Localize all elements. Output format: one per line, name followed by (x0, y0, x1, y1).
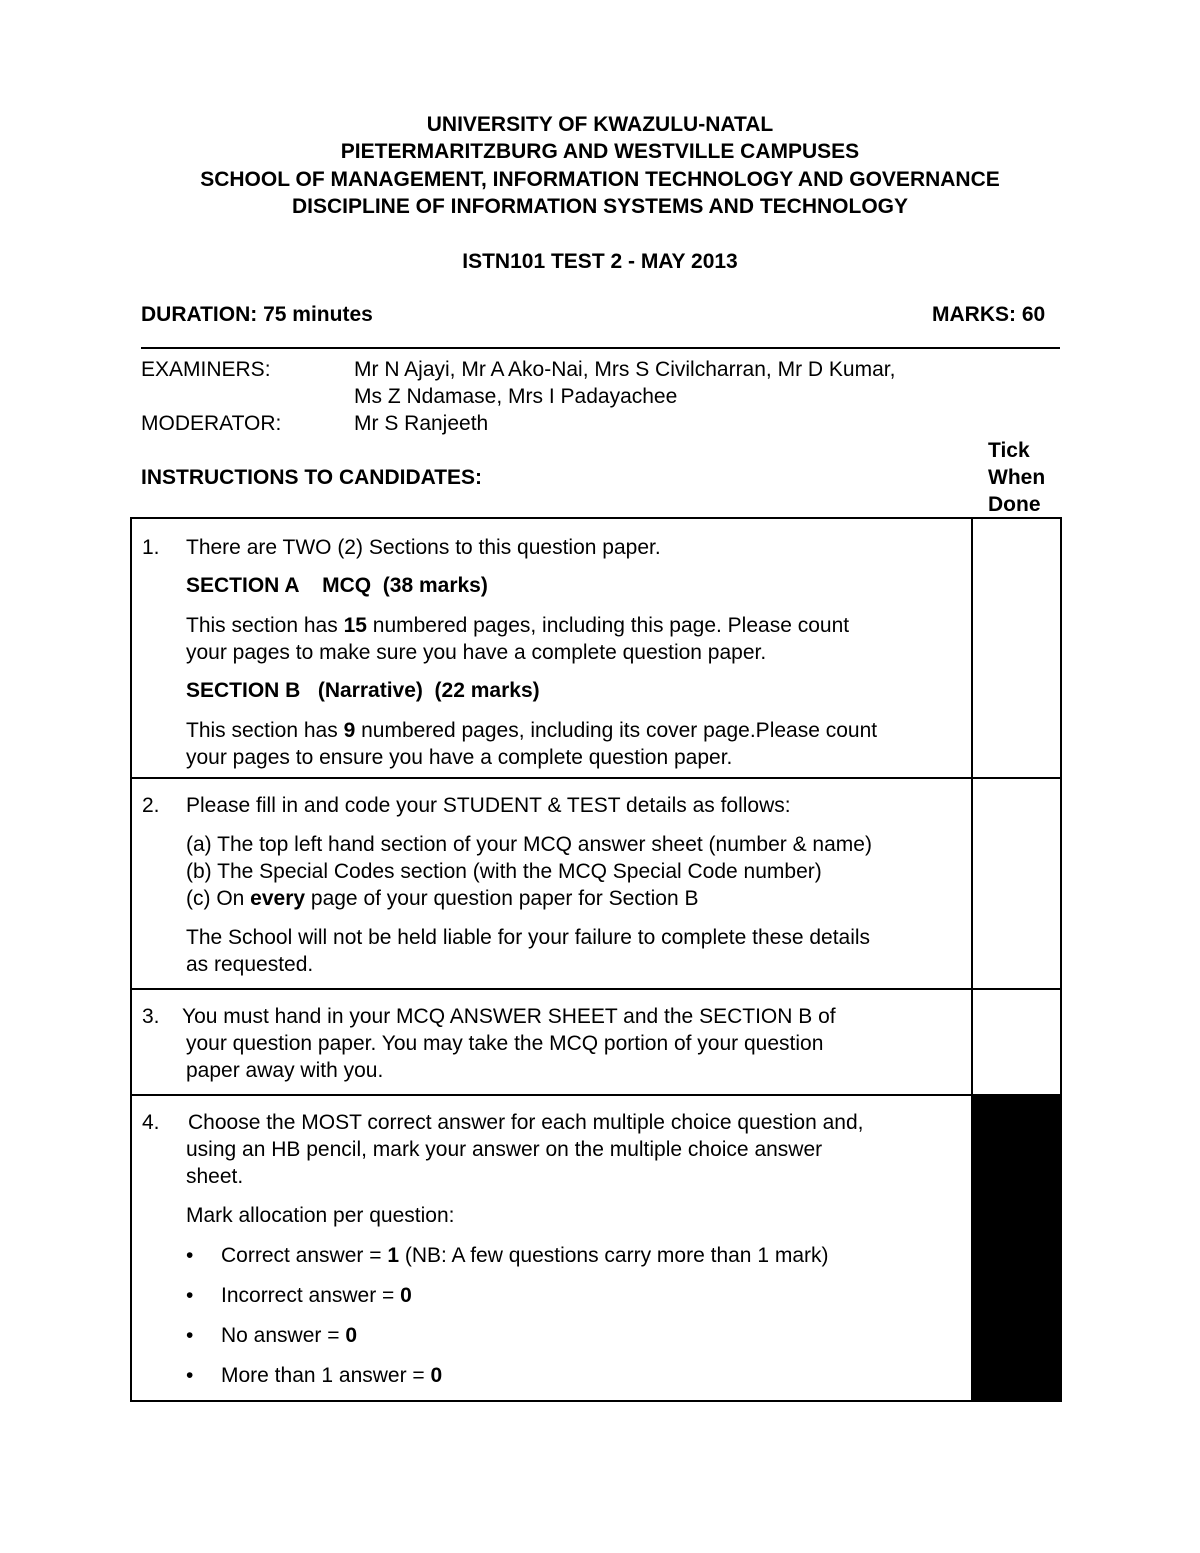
allocation-bullet-no-answer (186, 1322, 963, 1349)
bullet-value: 0 (430, 1364, 443, 1387)
section-b-heading: SECTION B (Narrative) (22 marks) (186, 679, 540, 702)
section-b-page-count: 9 (343, 719, 356, 742)
duration-label: DURATION: (141, 303, 258, 326)
marks-value: 60 (1021, 303, 1046, 326)
instruction-2-item-b: (b) The Special Codes section (with the MCQ Special Code number) (186, 860, 822, 883)
section-b-description (186, 717, 963, 744)
university-name: UNIVERSITY OF KWAZULU-NATAL (426, 113, 774, 136)
duration-value: 75 minutes (263, 303, 373, 326)
instruction-text-cell (131, 518, 972, 778)
bullet-text: No answer = (221, 1324, 346, 1347)
instruction-2-item-a: (a) The top left hand section of your MCQ answer sheet (number & name) (186, 833, 872, 856)
instruction-3-line-1: You must hand in your MCQ ANSWER SHEET and the SECTION B of (182, 1005, 836, 1028)
tick-header-line-1: Tick (988, 439, 1030, 462)
item-c-text: (c) On (186, 887, 251, 910)
section-b-text-cont: numbered pages, including its cover page.Please count (355, 719, 878, 742)
campuses-line: PIETERMARITZBURG AND WESTVILLE CAMPUSES (340, 140, 860, 163)
instruction-2-note-line-2: as requested. (186, 953, 314, 976)
instructions-table (130, 517, 1062, 1402)
tick-box-3[interactable] (972, 989, 1061, 1095)
instruction-row-3 (131, 989, 1061, 1095)
tick-header-line-2: When (988, 466, 1046, 489)
bullet-icon: • (186, 1324, 194, 1347)
section-b-text: This section has (186, 719, 344, 742)
tick-box-1[interactable] (972, 518, 1061, 778)
bullet-value: 1 (387, 1244, 399, 1267)
instruction-number: 2. (142, 794, 160, 817)
instruction-4-line-1: Choose the MOST correct answer for each multiple choice question and, (188, 1111, 864, 1134)
allocation-bullet-multiple (186, 1362, 963, 1389)
header-divider (141, 347, 1060, 349)
section-a-heading: SECTION A MCQ (38 marks) (186, 574, 488, 597)
moderator-label: MODERATOR: (141, 412, 282, 435)
instruction-row-2 (131, 778, 1061, 989)
instruction-2-note-line-1: The School will not be held liable for your failure to complete these details (186, 926, 871, 949)
examiners-line-2: Ms Z Ndamase, Mrs I Padayachee (354, 385, 678, 408)
instruction-row-4 (131, 1095, 1061, 1401)
examiners-label: EXAMINERS: (141, 358, 271, 381)
moderator-value: Mr S Ranjeeth (354, 412, 489, 435)
section-a-text-cont: numbered pages, including this page. Please count (366, 614, 850, 637)
tick-when-done-header (988, 437, 1058, 518)
instruction-text-cell (131, 1095, 972, 1401)
instruction-number: 1. (142, 536, 160, 559)
bullet-text: More than 1 answer = (221, 1364, 431, 1387)
bullet-value: 0 (400, 1284, 412, 1307)
tick-box-4-blacked-out (972, 1095, 1061, 1401)
bullet-text: Incorrect answer = (221, 1284, 401, 1307)
bullet-value: 0 (345, 1324, 357, 1347)
tick-box-2[interactable] (972, 778, 1061, 989)
section-a-description-line-2: your pages to make sure you have a complete question paper. (186, 641, 767, 664)
tick-header-line-3: Done (988, 493, 1041, 516)
instruction-4-line-3: sheet. (186, 1165, 244, 1188)
section-b-description-line-2: your pages to ensure you have a complete question paper. (186, 746, 733, 769)
bullet-icon: • (186, 1364, 194, 1387)
bullet-icon: • (186, 1244, 194, 1267)
duration (141, 301, 373, 328)
allocation-bullet-incorrect (186, 1282, 963, 1309)
instruction-1-intro: There are TWO (2) Sections to this question paper. (186, 536, 661, 559)
allocation-bullet-correct (186, 1242, 963, 1269)
mark-allocation-heading: Mark allocation per question: (186, 1204, 455, 1227)
item-c-emphasis: every (250, 887, 306, 910)
instruction-number: 4. (142, 1111, 160, 1134)
instruction-4-line-2: using an HB pencil, mark your answer on the multiple choice answer (186, 1138, 823, 1161)
instruction-2-item-c (186, 885, 963, 912)
bullet-note: (NB: A few questions carry more than 1 mark) (399, 1244, 829, 1267)
item-c-text-cont: page of your question paper for Section B (305, 887, 699, 910)
section-a-page-count: 15 (343, 614, 367, 637)
instruction-2-intro: Please fill in and code your STUDENT & TEST details as follows: (186, 794, 791, 817)
school-name: SCHOOL OF MANAGEMENT, INFORMATION TECHNOLOGY AND GOVERNANCE (200, 168, 1000, 191)
discipline-name: DISCIPLINE OF INFORMATION SYSTEMS AND TECHNOLOGY (291, 195, 908, 218)
instruction-text-cell (131, 778, 972, 989)
bullet-icon: • (186, 1284, 194, 1307)
examiners-line-1: Mr N Ajayi, Mr A Ako-Nai, Mrs S Civilcharran, Mr D Kumar, (354, 358, 896, 381)
test-title: ISTN101 TEST 2 - MAY 2013 (462, 250, 738, 273)
section-a-description (186, 612, 963, 639)
instruction-3-line-3: paper away with you. (186, 1059, 384, 1082)
section-a-text: This section has (186, 614, 344, 637)
instruction-row-1 (131, 518, 1061, 778)
instruction-number: 3. (142, 1005, 160, 1028)
bullet-text: Correct answer = (221, 1244, 388, 1267)
instruction-text-cell (131, 989, 972, 1095)
instructions-heading: INSTRUCTIONS TO CANDIDATES: (141, 466, 483, 489)
instruction-3-line-2: your question paper. You may take the MCQ portion of your question (186, 1032, 824, 1055)
marks-label: MARKS: (932, 303, 1016, 326)
marks (932, 301, 1045, 328)
